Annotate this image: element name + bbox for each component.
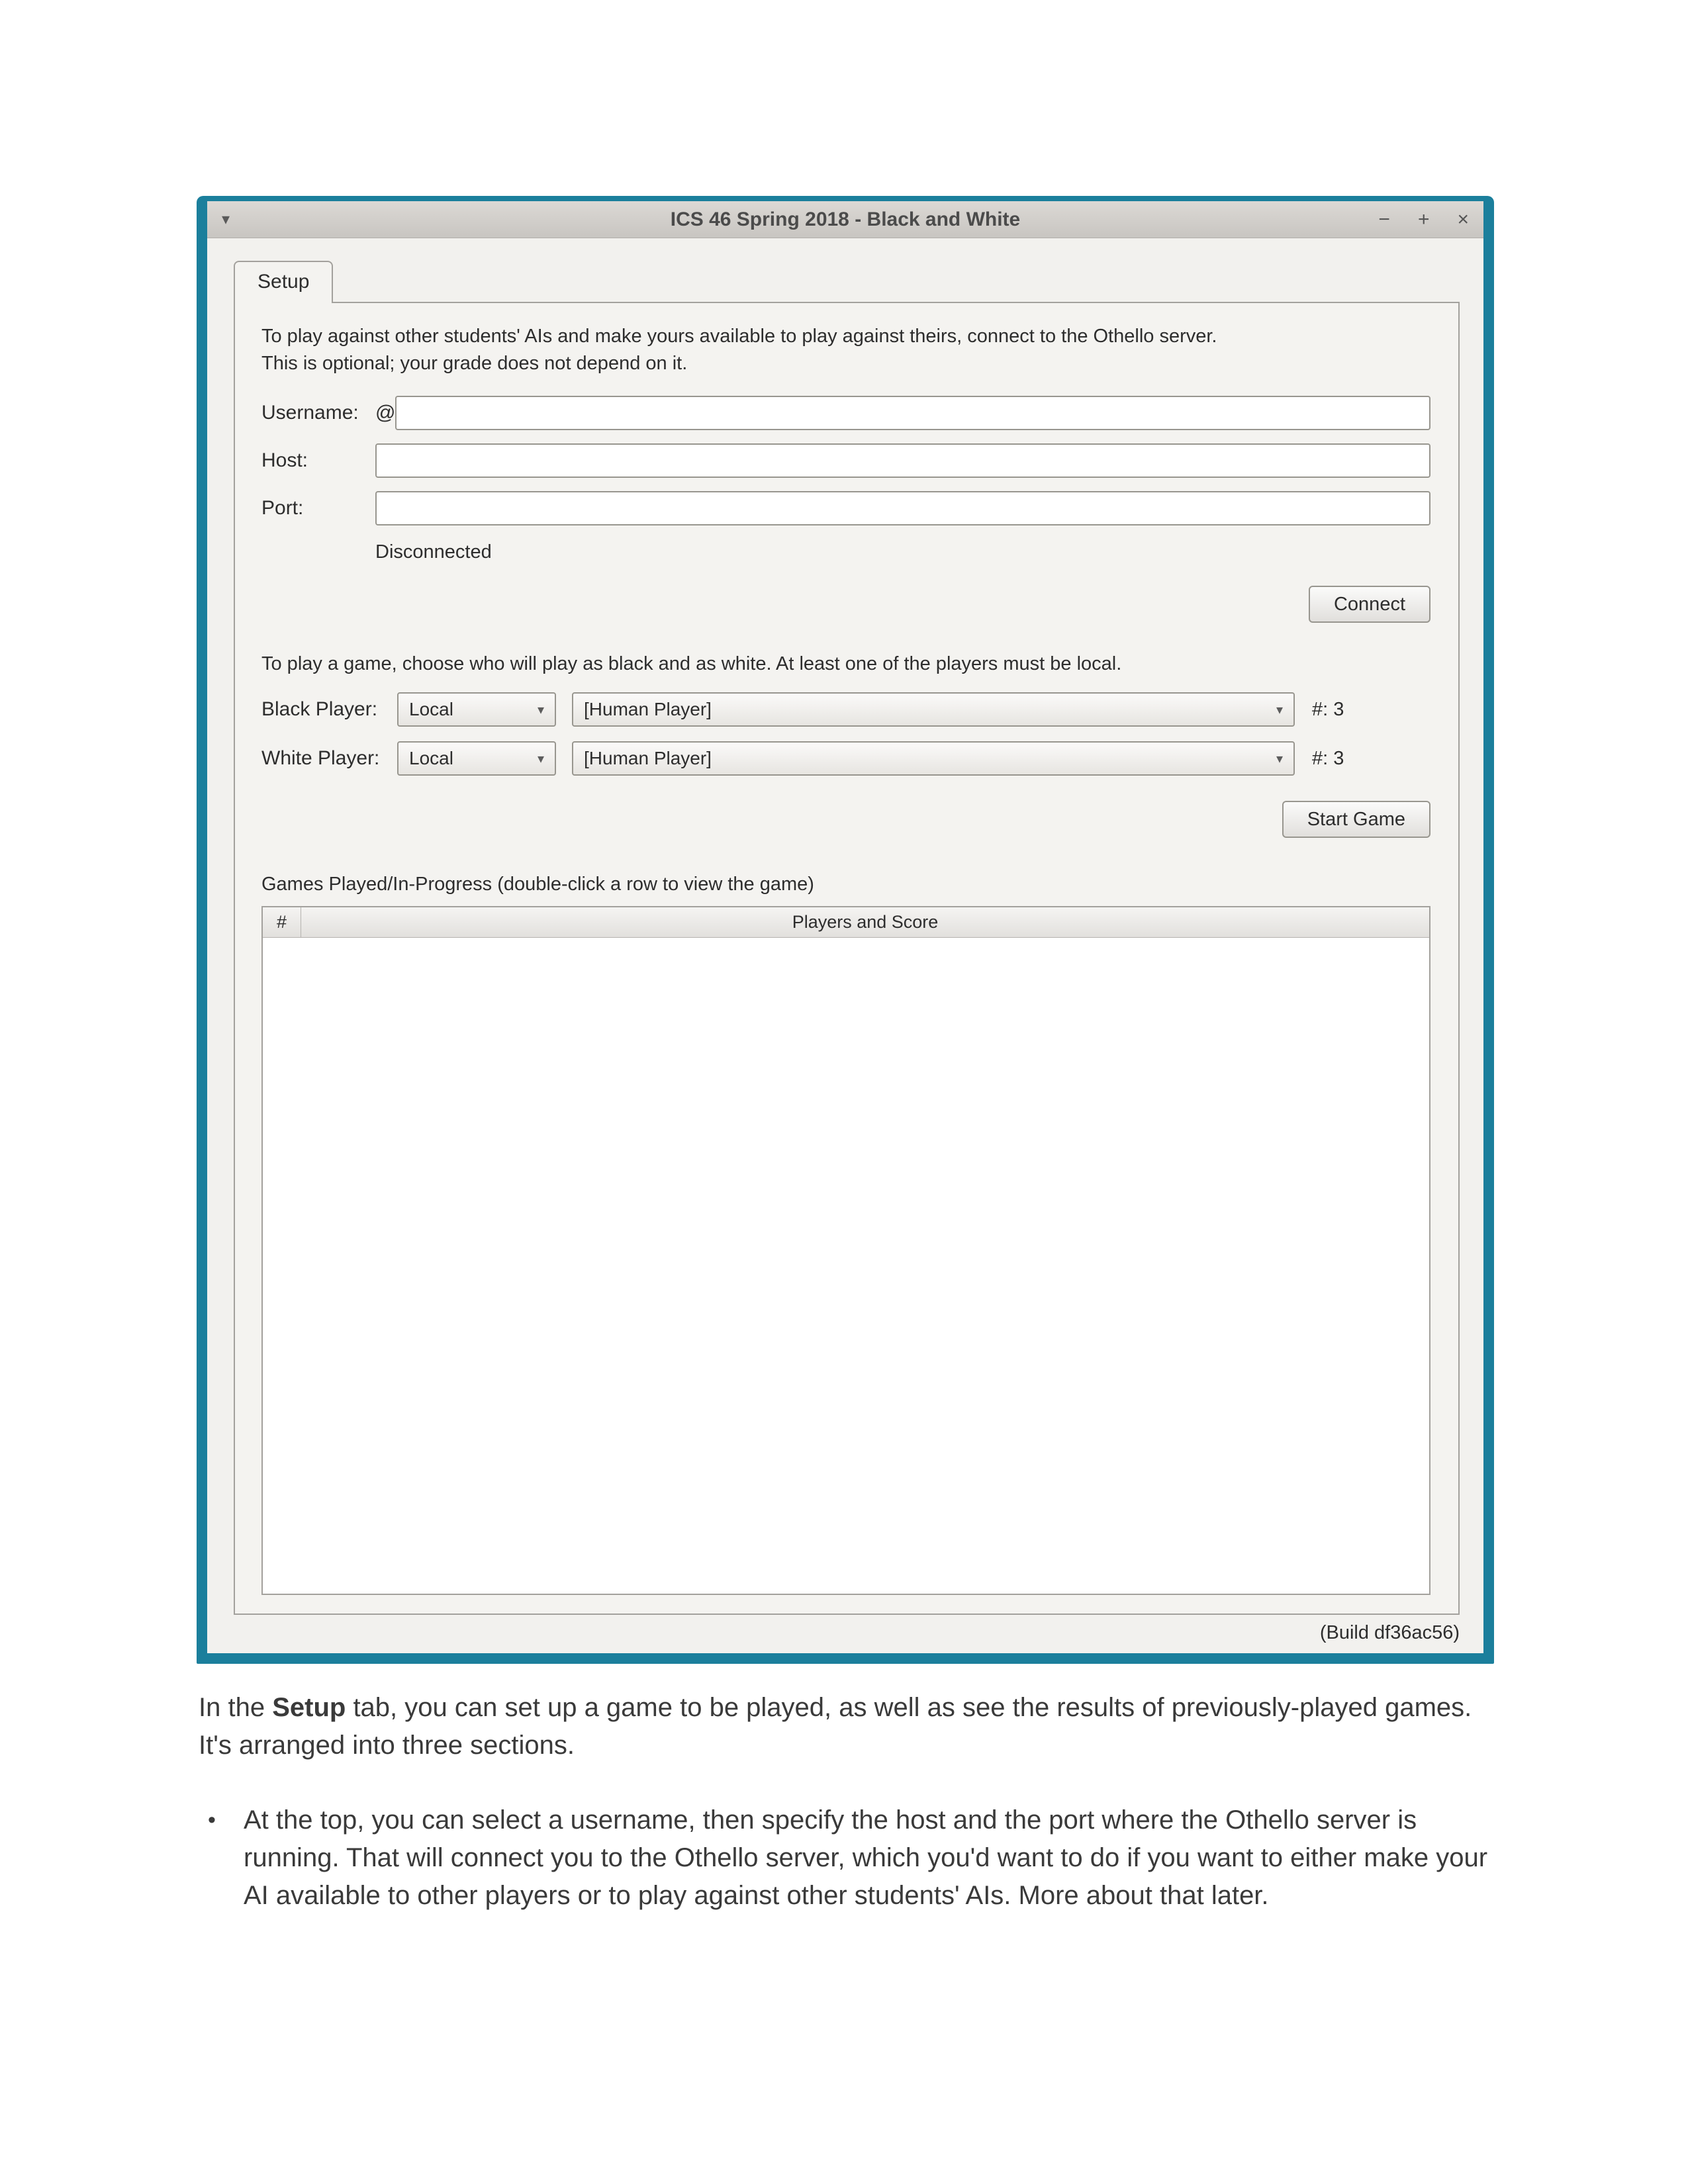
paragraph-text: In the bbox=[199, 1693, 273, 1722]
black-player-label: Black Player: bbox=[261, 698, 378, 720]
white-player-count: #: 3 bbox=[1312, 747, 1344, 769]
host-label: Host: bbox=[261, 449, 308, 471]
host-row bbox=[261, 443, 1430, 478]
chevron-down-icon: ▾ bbox=[1276, 702, 1283, 717]
white-player-location-value: Local bbox=[409, 748, 453, 768]
username-input[interactable] bbox=[395, 396, 1430, 430]
games-table bbox=[261, 906, 1430, 1595]
minimize-icon[interactable]: − bbox=[1378, 208, 1390, 230]
paragraph-text: tab, you can set up a game to be played, as well as see the results of previously-played games. It's arranged into three sections. bbox=[199, 1693, 1472, 1760]
black-player-type-value: [Human Player] bbox=[584, 699, 712, 719]
chevron-down-icon: ▾ bbox=[537, 702, 544, 717]
host-input[interactable] bbox=[375, 443, 1430, 478]
bullet-icon: • bbox=[208, 1807, 216, 1833]
start-game-button-row bbox=[261, 801, 1430, 838]
username-row bbox=[261, 396, 1430, 430]
start-game-button[interactable]: Start Game bbox=[1282, 801, 1430, 838]
connection-form bbox=[261, 396, 1430, 539]
window-menu-icon[interactable]: ▾ bbox=[222, 210, 230, 228]
setup-panel bbox=[234, 302, 1460, 1615]
intro-text-line2: This is optional; your grade does not depend on it. bbox=[261, 353, 688, 374]
username-label: Username: bbox=[261, 402, 359, 424]
white-player-type-value: [Human Player] bbox=[584, 748, 712, 768]
white-player-label: White Player: bbox=[261, 747, 380, 769]
black-player-location-select[interactable] bbox=[397, 692, 556, 727]
intro-text-line1: To play against other students' AIs and make yours available to play against theirs, connect to the Othello server. bbox=[261, 326, 1217, 347]
list-item bbox=[199, 1801, 1495, 1915]
connection-status: Disconnected bbox=[375, 541, 492, 563]
setup-bold-word: Setup bbox=[272, 1693, 346, 1722]
white-player-location-select[interactable] bbox=[397, 741, 556, 776]
window-controls bbox=[1378, 210, 1469, 230]
close-icon[interactable]: × bbox=[1457, 208, 1469, 230]
column-header-players-and-score[interactable]: Players and Score bbox=[792, 912, 939, 932]
games-table-body[interactable] bbox=[263, 938, 1429, 1594]
window-title: ICS 46 Spring 2018 - Black and White bbox=[670, 208, 1021, 230]
intro-paragraph bbox=[199, 1689, 1495, 1764]
white-player-type-select[interactable] bbox=[572, 741, 1295, 776]
connect-button-row bbox=[261, 586, 1430, 623]
black-player-row bbox=[261, 692, 1430, 727]
chevron-down-icon: ▾ bbox=[1276, 751, 1283, 766]
port-label: Port: bbox=[261, 497, 304, 519]
titlebar bbox=[207, 201, 1483, 238]
bullet-list bbox=[199, 1801, 1495, 1915]
chevron-down-icon: ▾ bbox=[537, 751, 544, 766]
white-player-row bbox=[261, 741, 1430, 776]
column-header-number[interactable]: # bbox=[263, 907, 301, 937]
port-row bbox=[261, 491, 1430, 525]
game-setup-instructions: To play a game, choose who will play as black and as white. At least one of the players must be local. bbox=[261, 653, 1122, 674]
games-list-caption: Games Played/In-Progress (double-click a row to view the game) bbox=[261, 874, 814, 895]
document-text bbox=[199, 1689, 1495, 1915]
port-input[interactable] bbox=[375, 491, 1430, 525]
at-sign-label: @ bbox=[375, 402, 396, 424]
games-table-header bbox=[263, 907, 1429, 938]
black-player-location-value: Local bbox=[409, 699, 453, 719]
bullet-text: At the top, you can select a username, then specify the host and the port where the Othello server is running. That will connect you to the Othello server, which you'd want to do if you want to either make your AI available to other players or to play against other students' AIs. More about that later. bbox=[244, 1805, 1488, 1910]
app-window bbox=[207, 201, 1483, 1653]
window-content bbox=[207, 238, 1483, 1653]
connect-button[interactable]: Connect bbox=[1309, 586, 1430, 623]
build-label: (Build df36ac56) bbox=[1319, 1621, 1460, 1643]
black-player-type-select[interactable] bbox=[572, 692, 1295, 727]
tab-setup[interactable]: Setup bbox=[234, 261, 333, 303]
maximize-icon[interactable]: + bbox=[1417, 208, 1430, 230]
black-player-count: #: 3 bbox=[1312, 698, 1344, 720]
app-window-frame bbox=[197, 196, 1494, 1664]
